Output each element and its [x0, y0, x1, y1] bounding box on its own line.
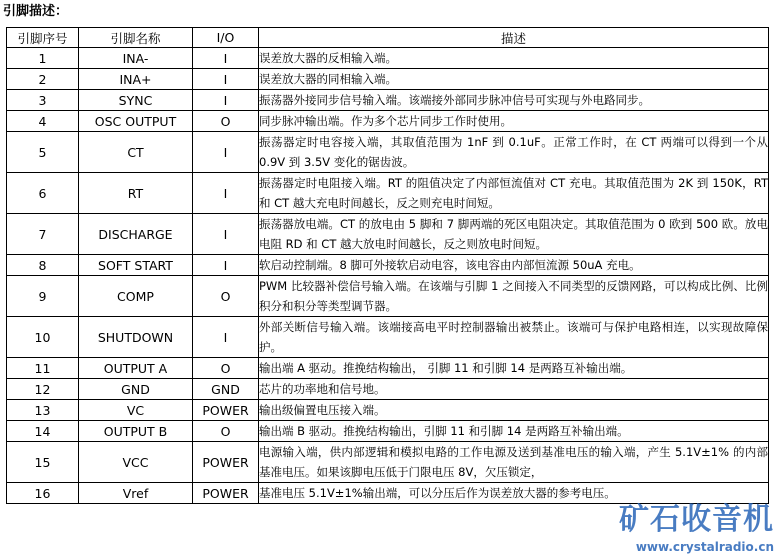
pin-number: 8 [7, 255, 79, 276]
section-heading: 引脚描述： [3, 4, 69, 19]
pin-name: SHUTDOWN [79, 317, 193, 358]
pin-description: 振荡器外接同步信号输入端。该端接外部同步脉冲信号可实现与外电路同步。 [259, 90, 769, 111]
pin-description: PWM 比较器补偿信号输入端。在该端与引脚 1 之间接入不同类型的反馈网路，可以构成比例、比例积分和积分等类型调节器。 [259, 276, 769, 317]
pin-name: VC [79, 400, 193, 421]
pin-io: I [193, 48, 259, 69]
table-row [7, 132, 769, 173]
watermark-logo-text: 矿石收音机 [619, 502, 774, 537]
pin-io: I [193, 214, 259, 255]
pin-number: 16 [7, 483, 79, 504]
pin-description: 外部关断信号输入端。该端接高电平时控制器输出被禁止。该端可与保护电路相连，以实现故障保护。 [259, 317, 769, 358]
table-row [7, 48, 769, 69]
pin-number: 5 [7, 132, 79, 173]
pin-io: GND [193, 379, 259, 400]
pin-description: 电源输入端，供内部逻辑和模拟电路的工作电源及送到基准电压的输入端，产生 5.1V±1% 的内部基准电压。如果该脚电压低于门限电压 8V，欠压锁定， [259, 442, 769, 483]
pin-description: 输出级偏置电压接入端。 [259, 400, 769, 421]
pin-name: SOFT START [79, 255, 193, 276]
pin-number: 3 [7, 90, 79, 111]
table-row [7, 276, 769, 317]
table-row [7, 255, 769, 276]
pin-description: 误差放大器的同相输入端。 [259, 69, 769, 90]
pin-number: 9 [7, 276, 79, 317]
column-header-pin-number: 引脚序号 [7, 28, 79, 48]
pin-number: 10 [7, 317, 79, 358]
pin-io: O [193, 358, 259, 379]
table-row [7, 483, 769, 504]
pin-description-table [6, 27, 769, 504]
pin-io: I [193, 69, 259, 90]
pin-io: POWER [193, 442, 259, 483]
table-row [7, 69, 769, 90]
pin-io: I [193, 90, 259, 111]
column-header-description: 描述 [259, 28, 769, 48]
pin-number: 2 [7, 69, 79, 90]
pin-description: 误差放大器的反相输入端。 [259, 48, 769, 69]
table-row [7, 421, 769, 442]
pin-name: Vref [79, 483, 193, 504]
pin-name: OUTPUT B [79, 421, 193, 442]
pin-number: 4 [7, 111, 79, 132]
table-row [7, 214, 769, 255]
pin-number: 11 [7, 358, 79, 379]
pin-name: DISCHARGE [79, 214, 193, 255]
pin-description: 芯片的功率地和信号地。 [259, 379, 769, 400]
pin-number: 13 [7, 400, 79, 421]
pin-io: O [193, 276, 259, 317]
table-header-row [7, 28, 769, 48]
pin-io: POWER [193, 483, 259, 504]
table-row [7, 358, 769, 379]
pin-io: I [193, 132, 259, 173]
site-watermark [596, 503, 774, 555]
pin-description: 振荡器定时电容接入端，其取值范围为 1nF 到 0.1uF。正常工作时，在 CT 两端可以得到一个从 0.9V 到 3.5V 变化的锯齿波。 [259, 132, 769, 173]
pin-io: O [193, 421, 259, 442]
pin-number: 7 [7, 214, 79, 255]
column-header-io: I/O [193, 28, 259, 48]
table-row [7, 111, 769, 132]
pin-io: I [193, 173, 259, 214]
pin-name: CT [79, 132, 193, 173]
pin-io: POWER [193, 400, 259, 421]
column-header-pin-name: 引脚名称 [79, 28, 193, 48]
pin-io: I [193, 317, 259, 358]
pin-name: RT [79, 173, 193, 214]
watermark-url: www.crystalradio.cn [635, 540, 774, 554]
pin-name: VCC [79, 442, 193, 483]
pin-description: 基准电压 5.1V±1%输出端，可以分压后作为误差放大器的参考电压。 [259, 483, 769, 504]
pin-description: 同步脉冲输出端。作为多个芯片同步工作时使用。 [259, 111, 769, 132]
table-row [7, 442, 769, 483]
pin-number: 12 [7, 379, 79, 400]
pin-name: INA+ [79, 69, 193, 90]
table-row [7, 317, 769, 358]
pin-name: SYNC [79, 90, 193, 111]
pin-io: O [193, 111, 259, 132]
pin-name: GND [79, 379, 193, 400]
pin-name: INA- [79, 48, 193, 69]
pin-number: 15 [7, 442, 79, 483]
pin-name: COMP [79, 276, 193, 317]
pin-number: 14 [7, 421, 79, 442]
pin-description: 软启动控制端。8 脚可外接软启动电容，该电容由内部恒流源 50uA 充电。 [259, 255, 769, 276]
table-row [7, 90, 769, 111]
table-row [7, 379, 769, 400]
pin-description: 振荡器放电端。CT 的放电由 5 脚和 7 脚两端的死区电阻决定。其取值范围为 0 欧到 500 欧。放电电阻 RD 和 CT 越大放电时间越长，反之则放电时间短。 [259, 214, 769, 255]
pin-description: 输出端 A 驱动。推挽结构输出， 引脚 11 和引脚 14 是两路互补输出端。 [259, 358, 769, 379]
pin-name: OUTPUT A [79, 358, 193, 379]
pin-io: I [193, 255, 259, 276]
pin-number: 1 [7, 48, 79, 69]
pin-number: 6 [7, 173, 79, 214]
pin-name: OSC OUTPUT [79, 111, 193, 132]
pin-description: 振荡器定时电阻接入端。RT 的阻值决定了内部恒流值对 CT 充电。其取值范围为 2K 到 150K，RT 和 CT 越大充电时间越长，反之则充电时间短。 [259, 173, 769, 214]
pin-description: 输出端 B 驱动。推挽结构输出，引脚 11 和引脚 14 是两路互补输出端。 [259, 421, 769, 442]
table-row [7, 400, 769, 421]
table-row [7, 173, 769, 214]
